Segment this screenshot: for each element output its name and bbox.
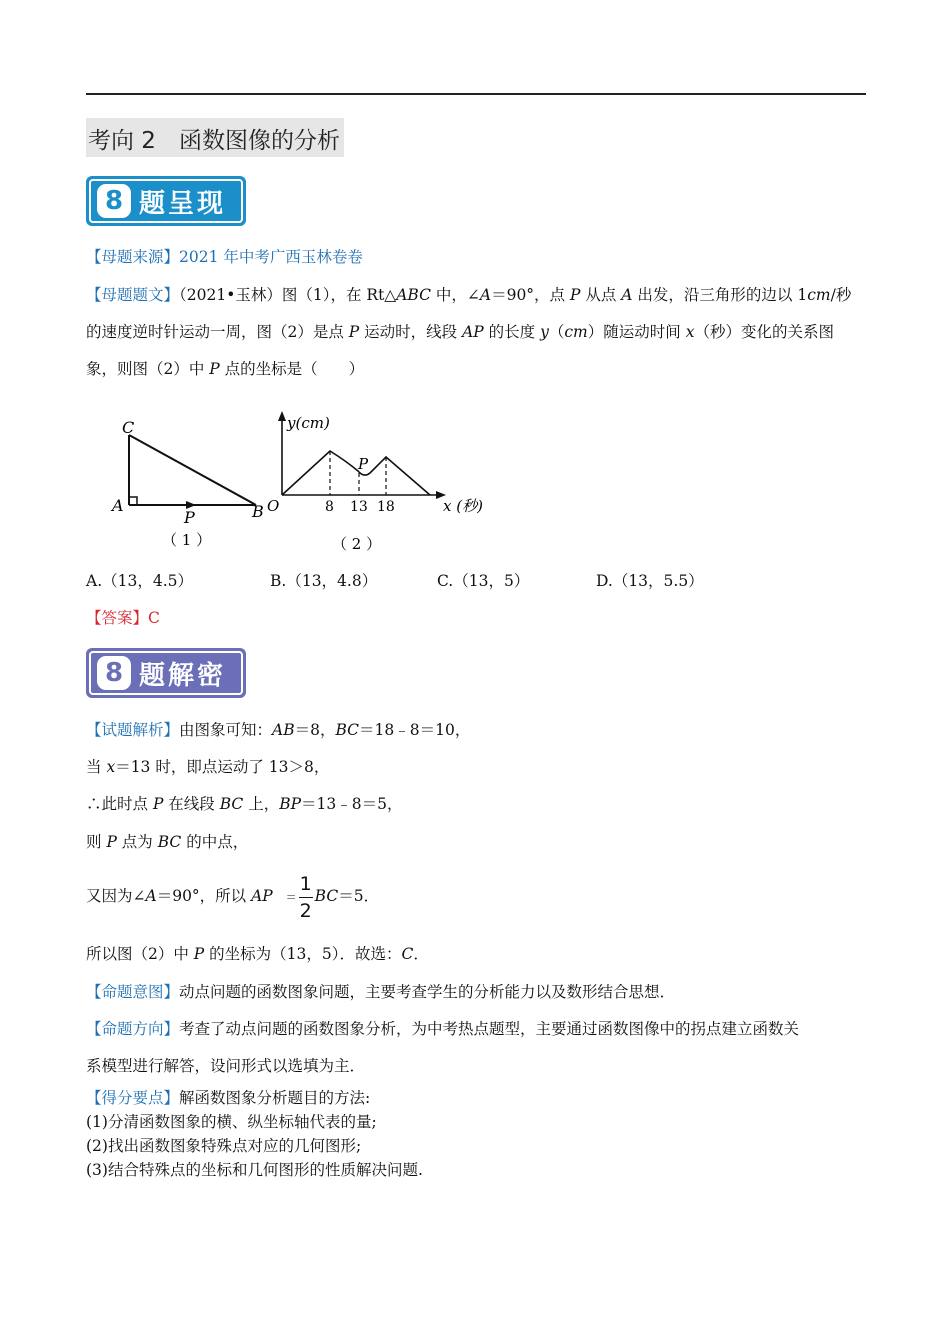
option-d[interactable] <box>596 571 704 591</box>
text: AB <box>272 721 295 739</box>
text: 则 <box>86 833 107 851</box>
y-label: y(cm) <box>287 414 330 432</box>
text: ． <box>413 945 429 963</box>
analysis-line-2 <box>86 757 329 777</box>
text: （ <box>548 323 565 341</box>
source-text: 2021 年中考广西玉林卷卷 <box>179 248 363 266</box>
option-value: （13，5） <box>453 572 530 590</box>
problem-tag: 【母题题文】 <box>86 286 180 304</box>
graph-curve <box>282 451 430 495</box>
option-c[interactable] <box>437 571 529 591</box>
label-b: B <box>252 502 264 521</box>
text: 象，则图（2）中 <box>86 360 210 378</box>
text: ∴此时点 <box>86 795 153 813</box>
points-line <box>86 1088 370 1108</box>
option-b[interactable] <box>270 571 377 591</box>
text: 由图象可知： <box>179 721 273 739</box>
points-item-1: (1)分清函数图象的横、纵坐标轴代表的量; <box>86 1113 377 1131</box>
badge-8-icon: 8 <box>97 184 131 218</box>
text: BC <box>314 887 339 905</box>
fraction-denominator: 2 <box>299 899 312 922</box>
source-tag: 【母题来源】 <box>86 248 180 266</box>
label-c: C <box>122 418 135 437</box>
origin-label: O <box>267 497 280 515</box>
text: /秒 <box>830 286 852 304</box>
badge-solution <box>86 648 246 698</box>
badge-solution-text: 题解密 <box>139 660 227 691</box>
option-value: （13，5.5） <box>612 572 704 590</box>
text: ）随运动时间 <box>587 323 686 341</box>
badge-problem-text: 题呈现 <box>139 188 227 219</box>
text: BC <box>157 833 182 851</box>
fraction-numerator: 1 <box>299 872 312 895</box>
text: 的长度 <box>483 323 541 341</box>
analysis-line-5 <box>86 868 379 926</box>
label-a: A <box>112 496 124 515</box>
equals-sign: ＝ <box>285 891 297 904</box>
problem-line-2 <box>86 322 834 342</box>
text: 在线段 <box>163 795 220 813</box>
fraction-bar <box>299 897 313 898</box>
answer-tag: 【答案】 <box>86 609 149 627</box>
text: 的中点， <box>181 833 249 851</box>
point-p-label: P <box>358 455 369 473</box>
text: A <box>621 286 633 304</box>
badge-problem-inner <box>89 179 243 223</box>
text: （秒）变化的关系图 <box>694 323 834 341</box>
text: P <box>152 795 164 813</box>
text: P <box>348 323 360 341</box>
direction-tag: 【命题方向】 <box>86 1020 180 1038</box>
right-angle-mark <box>129 497 137 505</box>
text: ＝90°，点 <box>491 286 570 304</box>
problem-line-3 <box>86 359 364 379</box>
analysis-line-1 <box>86 720 470 740</box>
text: A <box>145 887 157 905</box>
analysis-line-3 <box>86 794 403 814</box>
text: 出发，沿三角形的边以 1 <box>632 286 808 304</box>
points-tag: 【得分要点】 <box>86 1089 180 1107</box>
option-a[interactable] <box>86 571 193 591</box>
text: BC <box>335 721 360 739</box>
direction-text-1: 考查了动点问题的函数图象分析，为中考热点题型，主要通过函数图像中的拐点建立函数关 <box>179 1020 800 1038</box>
text: 的速度逆时针运动一周，图（2）是点 <box>86 323 349 341</box>
text: ＝13﹣8＝5， <box>301 795 403 813</box>
badge-8-icon: 8 <box>97 656 131 690</box>
tick-18: 18 <box>377 499 395 515</box>
text: P <box>209 360 220 378</box>
option-value: （13，4.8） <box>286 572 378 590</box>
top-rule <box>86 93 866 95</box>
text: BC <box>219 795 244 813</box>
figure-2 <box>267 411 483 553</box>
text: 运动时，线段 <box>359 323 463 341</box>
option-label: B. <box>270 572 287 590</box>
text: ＝13 时，即点运动了 13＞8， <box>115 758 330 776</box>
fraction-half <box>299 873 313 922</box>
caption-2: （ 2 ） <box>332 535 382 553</box>
analysis-line-4 <box>86 832 248 852</box>
text: 的坐标为（13，5）．故选： <box>204 945 402 963</box>
text: ＝90°，所以 <box>156 887 252 905</box>
problem-line-1 <box>86 285 851 305</box>
analysis-line-6 <box>86 944 429 964</box>
option-value: （13，4.5） <box>102 572 193 590</box>
answer-value: C <box>148 609 160 627</box>
text: ABC <box>396 286 431 304</box>
text: P <box>106 833 117 851</box>
x-label: x (秒) <box>443 497 483 515</box>
caption-1: （ 1 ） <box>162 531 212 549</box>
section-heading: 考向 2 函数图像的分析 <box>86 118 344 157</box>
text: 又因为∠ <box>86 887 146 905</box>
text: x <box>106 758 116 776</box>
figure-1 <box>110 418 264 549</box>
direction-line-1 <box>86 1019 799 1039</box>
option-label: C. <box>437 572 454 590</box>
tick-8: 8 <box>325 499 334 515</box>
option-label: D. <box>596 572 613 590</box>
badge-problem <box>86 176 246 226</box>
text: P <box>193 945 205 963</box>
text: 当 <box>86 758 107 776</box>
text: x <box>685 323 695 341</box>
text: AP <box>462 323 484 341</box>
intent-line <box>86 982 675 1002</box>
figures <box>100 395 520 560</box>
intent-tag: 【命题意图】 <box>86 983 180 1001</box>
direction-text-2: 系模型进行解答，设问形式以选填为主． <box>86 1057 366 1075</box>
text: BP <box>279 795 302 813</box>
option-label: A. <box>86 572 103 590</box>
y-axis-arrow-icon <box>278 411 286 421</box>
direction-line-2 <box>86 1056 365 1076</box>
text: cm <box>564 323 588 341</box>
text: 从点 <box>580 286 622 304</box>
badge-solution-inner <box>89 651 243 695</box>
answer-line <box>86 608 160 628</box>
side-bc <box>129 435 256 505</box>
text: ＝8， <box>294 721 336 739</box>
text: 所以图（2）中 <box>86 945 194 963</box>
text: （2021•玉林）图（1），在 Rt△ <box>179 286 397 304</box>
text: 点的坐标是（ ） <box>219 360 365 378</box>
text: A <box>479 286 492 304</box>
points-item-2: (2)找出函数图象特殊点对应的几何图形; <box>86 1137 362 1155</box>
text: 上， <box>243 795 280 813</box>
points-text: 解函数图象分析题目的方法: <box>179 1089 371 1107</box>
text: C <box>401 945 414 963</box>
points-item-3: (3)结合特殊点的坐标和几何图形的性质解决问题. <box>86 1161 423 1179</box>
text: AP <box>251 887 273 905</box>
tick-13: 13 <box>350 499 368 515</box>
text: 点为 <box>116 833 158 851</box>
text: cm <box>807 286 831 304</box>
source-line <box>86 247 363 267</box>
text: 中，∠ <box>430 286 480 304</box>
text: P <box>569 286 581 304</box>
analysis-tag: 【试题解析】 <box>86 721 180 739</box>
text: ＝18﹣8＝10， <box>359 721 471 739</box>
label-p: P <box>184 508 195 527</box>
text: y <box>540 323 549 341</box>
text: ＝5． <box>338 887 380 905</box>
intent-text: 动点问题的函数图象问题，主要考查学生的分析能力以及数形结合思想． <box>179 983 676 1001</box>
